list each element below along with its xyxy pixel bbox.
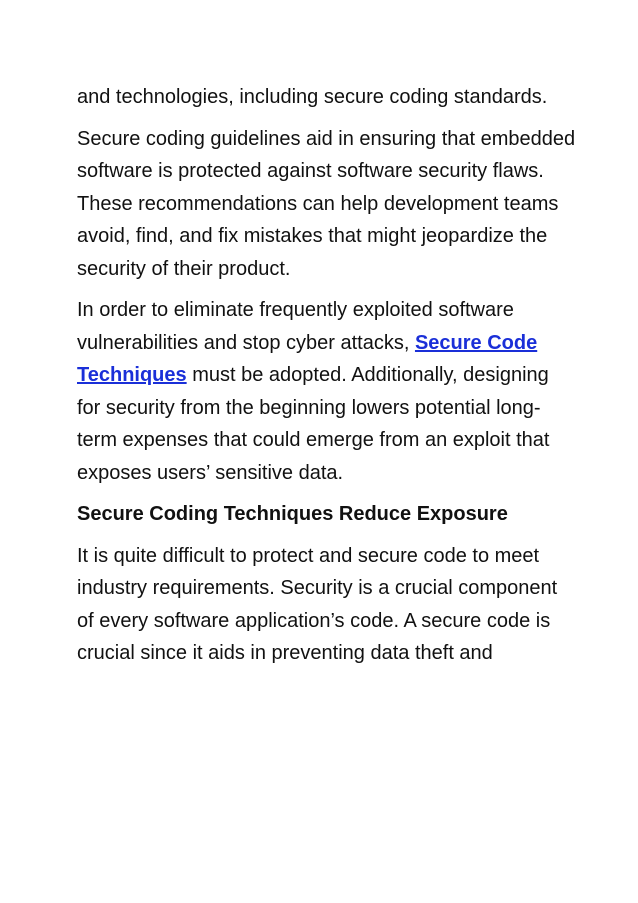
paragraph-guidelines: Secure coding guidelines aid in ensuring that embedded software is protected against software security flaws. These recommendations can help development teams avoid, find, and fix mistakes that might jeopardize the security of their product. <box>77 127 576 280</box>
document-body <box>77 81 577 679</box>
paragraph-continuation: and technologies, including secure coding standards. <box>77 86 548 108</box>
section-heading: Secure Coding Techniques Reduce Exposure <box>77 503 508 525</box>
paragraph-vulnerabilities <box>77 294 577 489</box>
secure-code-techniques-link[interactable]: Secure Code Techniques <box>77 331 538 386</box>
paragraph-text-after-link: must be adopted. Additionally, designing for security from the beginning lowers potential long-term expenses that could emerge from an exploit that exposes users’ sensitive data. <box>77 364 550 484</box>
paragraph-secure-code: It is quite difficult to protect and secure code to meet industry requirements. Security is a crucial component of every software application’s code. A secure code is crucial since it aids in preventing data theft and <box>77 544 558 664</box>
paragraph-text-before-link: In order to eliminate frequently exploited software vulnerabilities and stop cyber attacks, <box>77 299 514 354</box>
